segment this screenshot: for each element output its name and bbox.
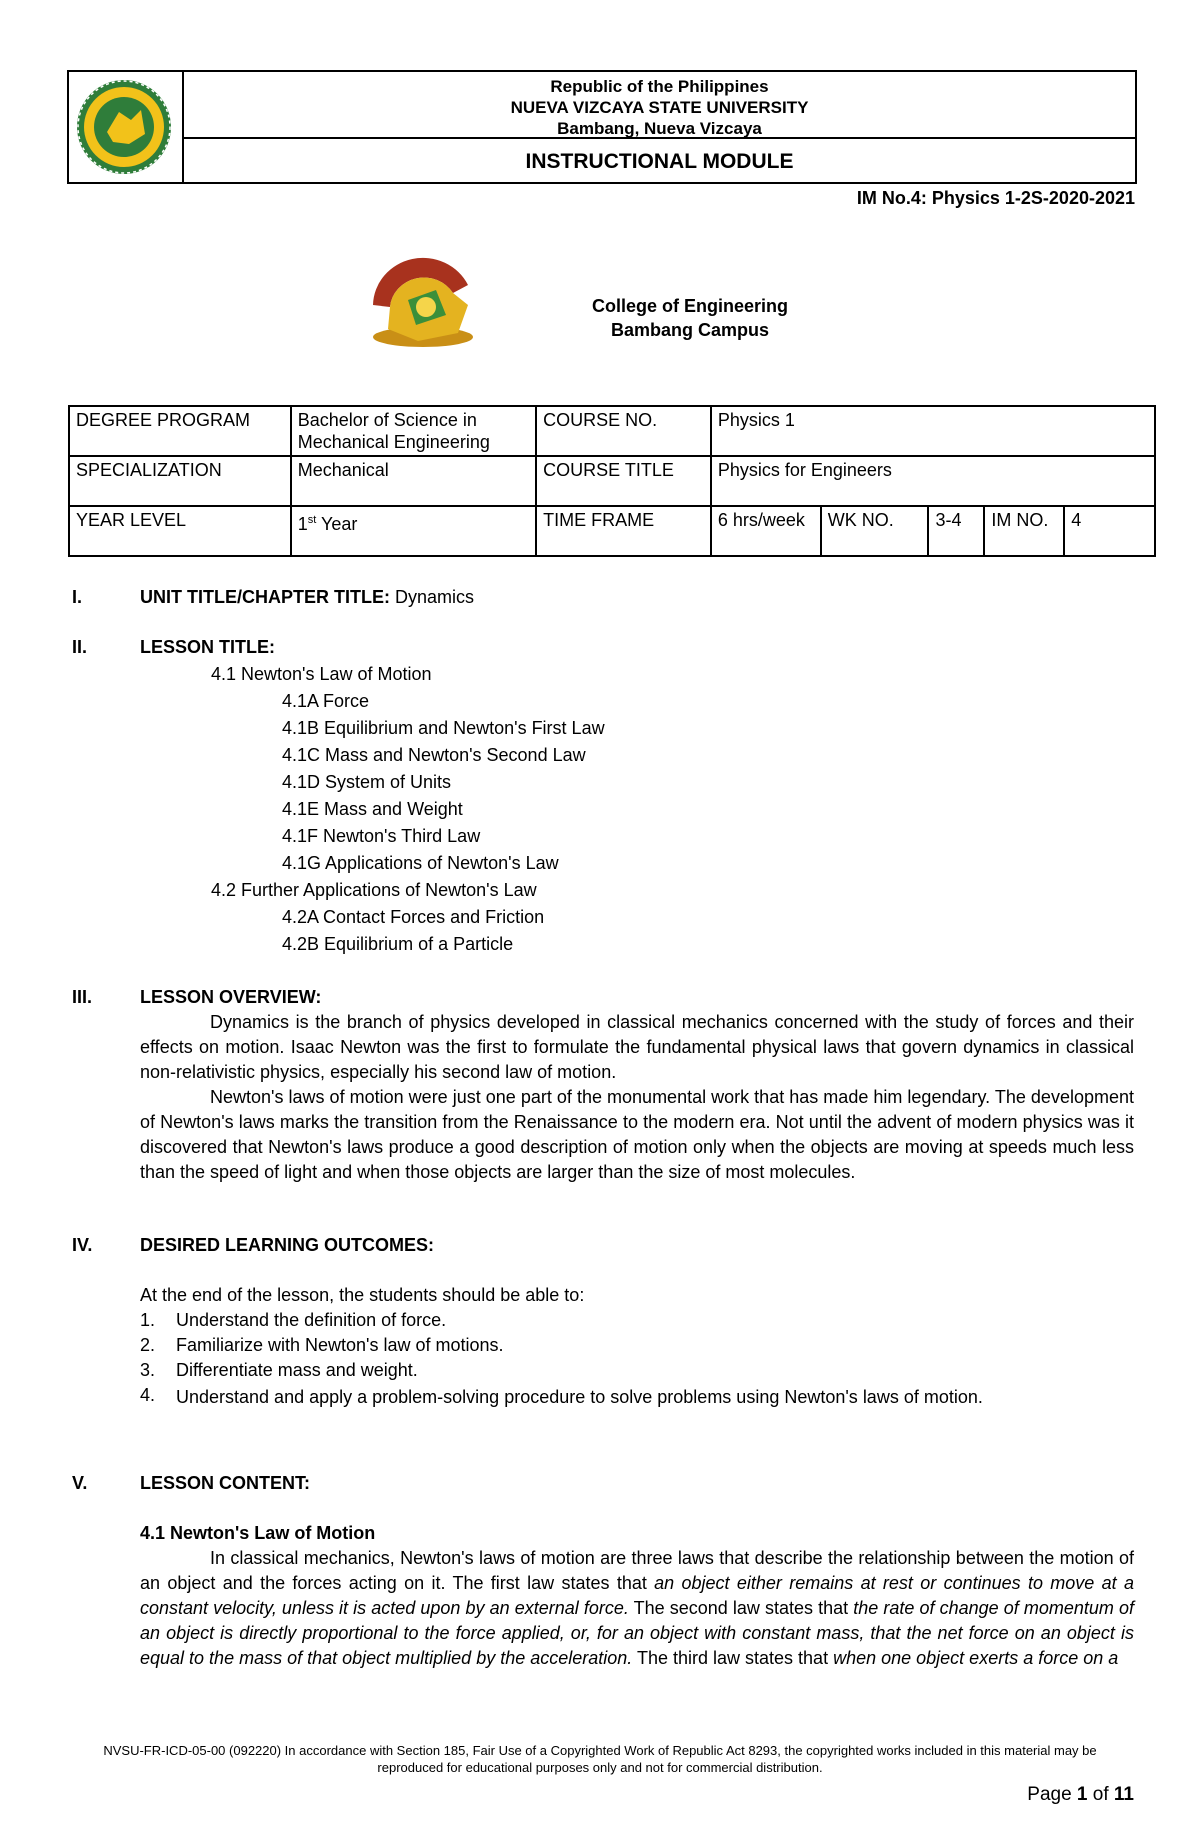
- outcome-item: Understand the definition of force.: [176, 1310, 447, 1330]
- outcome-number: 3.: [140, 1360, 156, 1380]
- im-no-label: IM NO.: [984, 506, 1064, 556]
- content-text: In classical mechanics, Newton's laws of motion are three laws that describe the relationship between the motion of an object and the forces acting on it. The first law states that: [140, 1548, 1134, 1593]
- footer-notice: NVSU-FR-ICD-05-00 (092220) In accordance with Section 185, Fair Use of a Copyrighted Work of Republic Act 8293, the copyrighted works included in this material may be reproduced for educational purposes only and not for commercial distribution.: [103, 1743, 1097, 1775]
- college-block: [540, 294, 840, 342]
- content-paragraph: [140, 1546, 1134, 1671]
- second-law-text: the rate of change of momentum of an object is directly proportional to the force applied, or, for an object with constant mass, that the net force on an object is equal to the mass of that object multiplied by the acceleration.: [140, 1598, 1134, 1668]
- section-number: V.: [72, 1473, 88, 1493]
- outcome-number: 4.: [140, 1385, 156, 1405]
- lesson-item: 4.1A Force: [282, 691, 370, 711]
- content-subheading: 4.1 Newton's Law of Motion: [140, 1523, 376, 1543]
- university-seal-icon: [69, 72, 179, 182]
- year-level-value: [291, 506, 536, 556]
- republic-header: [184, 72, 1135, 139]
- outcomes-intro: At the end of the lesson, the students should be able to:: [140, 1285, 585, 1305]
- outcome-number: 2.: [140, 1335, 156, 1355]
- lesson-item: 4.1 Newton's Law of Motion: [211, 664, 432, 684]
- specialization-value: Mechanical: [291, 456, 536, 506]
- college-of-engineering-logo-icon: [358, 245, 488, 355]
- page-number: [1027, 1784, 1134, 1806]
- lesson-item: 4.1D System of Units: [282, 772, 452, 792]
- year-level-label: YEAR LEVEL: [69, 506, 291, 556]
- outcome-number: 1.: [140, 1310, 156, 1330]
- im-number: IM No.4: Physics 1-2S-2020-2021: [856, 188, 1135, 208]
- university-location: Bambang, Nueva Vizcaya: [557, 119, 762, 138]
- year-rest: Year: [316, 514, 358, 534]
- time-frame-value: 6 hrs/week: [711, 506, 821, 556]
- page-word: Page: [1027, 1784, 1077, 1805]
- section-title: LESSON CONTENT:: [140, 1473, 311, 1493]
- content-text: The second law states that: [628, 1598, 854, 1618]
- overview-paragraph-1: Dynamics is the branch of physics developed in classical mechanics concerned with the study of forces and their effects on motion. Isaac Newton was the first to formulate the fundamental physical laws that govern dynamics in classical non-relativistic physics, especially his second law of motion.: [140, 1012, 1134, 1082]
- college-campus: Bambang Campus: [610, 320, 770, 340]
- week-no-label: WK NO.: [821, 506, 929, 556]
- table-row: [69, 456, 1155, 506]
- header-box: [67, 70, 1137, 184]
- module-title: INSTRUCTIONAL MODULE: [525, 150, 794, 173]
- content-text: The third law states that: [632, 1648, 834, 1668]
- section-number: II.: [72, 637, 88, 657]
- table-row: [69, 406, 1155, 456]
- week-no-value: 3-4: [928, 506, 984, 556]
- im-no-value: 4: [1064, 506, 1155, 556]
- republic-line: Republic of the Philippines: [550, 77, 769, 96]
- section-number: III.: [72, 987, 93, 1007]
- lesson-item: 4.1C Mass and Newton's Second Law: [282, 745, 586, 765]
- course-no-value: Physics 1: [711, 406, 1155, 456]
- course-info-table: [68, 405, 1156, 557]
- year-sup: st: [307, 514, 317, 526]
- outcome-item: Differentiate mass and weight.: [176, 1360, 418, 1380]
- specialization-label: SPECIALIZATION: [69, 456, 291, 506]
- college-name: College of Engineering: [591, 296, 788, 316]
- section-title: DESIRED LEARNING OUTCOMES:: [140, 1235, 435, 1255]
- degree-label: DEGREE PROGRAM: [69, 406, 291, 456]
- outcome-item: Understand and apply a problem-solving procedure to solve problems using Newton's laws of motion.: [176, 1387, 983, 1407]
- third-law-text: when one object exerts a force on a: [833, 1648, 1119, 1668]
- course-no-label: COURSE NO.: [536, 406, 711, 456]
- lesson-item: 4.1B Equilibrium and Newton's First Law: [282, 718, 605, 738]
- overview-paragraph-2: Newton's laws of motion were just one part of the monumental work that has made him legendary. The development of Newton's laws marks the transition from the Renaissance to the modern era. Not until the advent of modern physics was it discovered that Newton's laws produce a good description of motion only when the objects are moving at speeds much less than the speed of light and when those objects are larger than the size of most molecules.: [140, 1087, 1134, 1182]
- time-frame-label: TIME FRAME: [536, 506, 711, 556]
- section-title: [140, 587, 474, 608]
- degree-value: Bachelor of Science in Mechanical Engineering: [291, 406, 536, 456]
- section-number: I.: [72, 587, 83, 607]
- lesson-item: 4.1G Applications of Newton's Law: [282, 853, 559, 873]
- lesson-item: 4.2A Contact Forces and Friction: [282, 907, 545, 927]
- first-law-text: an object either remains at rest or continues to move at a constant velocity, unless it is acted upon by an external force.: [140, 1573, 1134, 1618]
- year-num: 1: [297, 514, 308, 534]
- university-name: NUEVA VIZCAYA STATE UNIVERSITY: [510, 98, 809, 117]
- page-total: 11: [1113, 1784, 1134, 1805]
- outcome-item: Familiarize with Newton's law of motions.: [176, 1335, 504, 1355]
- university-seal-cell: [69, 72, 184, 182]
- section-title: LESSON TITLE:: [140, 637, 275, 657]
- lesson-item: 4.1E Mass and Weight: [282, 799, 463, 819]
- lesson-item: 4.2 Further Applications of Newton's Law: [211, 880, 537, 900]
- table-row: [69, 506, 1155, 556]
- course-title-value: Physics for Engineers: [711, 456, 1155, 506]
- section-title: LESSON OVERVIEW:: [140, 987, 322, 1007]
- section-number: IV.: [72, 1235, 93, 1255]
- lesson-item: 4.2B Equilibrium of a Particle: [282, 934, 514, 954]
- page-current: 1: [1076, 1784, 1088, 1805]
- page-of: of: [1087, 1784, 1114, 1805]
- unit-title-label: UNIT TITLE/CHAPTER TITLE:: [140, 587, 390, 607]
- course-title-label: COURSE TITLE: [536, 456, 711, 506]
- unit-title-value: Dynamics: [389, 587, 474, 607]
- lesson-item: 4.1F Newton's Third Law: [282, 826, 481, 846]
